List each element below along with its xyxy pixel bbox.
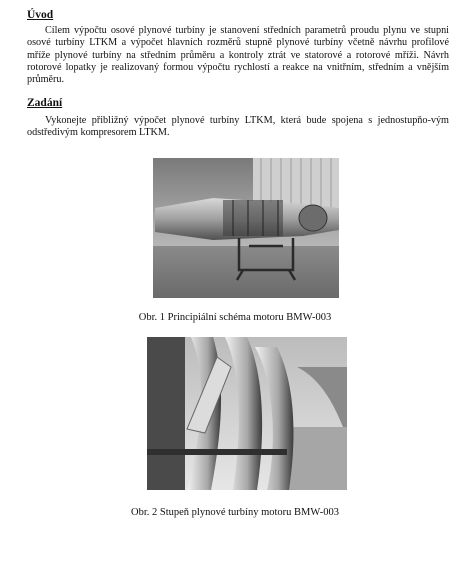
figure-1-caption: Obr. 1 Principiální schéma motoru BMW-003 [138,312,332,323]
section-title-uvod: Úvod [27,9,54,21]
figure-2-caption: Obr. 2 Stupeň plynové turbíny motoru BMW-003 [131,507,339,518]
figure-turbine-blades-photo [147,337,347,490]
turbine-blades-image [147,337,347,490]
figure-engine-photo [153,158,339,298]
section-title-zadani: Zadání [27,97,63,109]
paragraph-zadani: Vykonejte přibližný výpočet plynové turbíny LTKM, která bude spojena s jednostupňo-vým odstředivým kompresorem LTKM. [27,115,449,139]
paragraph-uvod: Cílem výpočtu osové plynové turbíny je stanovení středních parametrů proudu plynu ve stupni osové turbíny LTKM a výpočet hlavních rozměrů stupně plynové turbíny včetně návrhu profilové mříže plynové turbíny na středním průměru a kontroly ztrát ve statorové a rotorové mříži. Návrh rotorové lopatky je realizovaný formou výpočtu rychlostí a reakce na vnitřním, středním a vnějším průměru. [27,25,449,86]
engine-photo-image [153,158,339,298]
